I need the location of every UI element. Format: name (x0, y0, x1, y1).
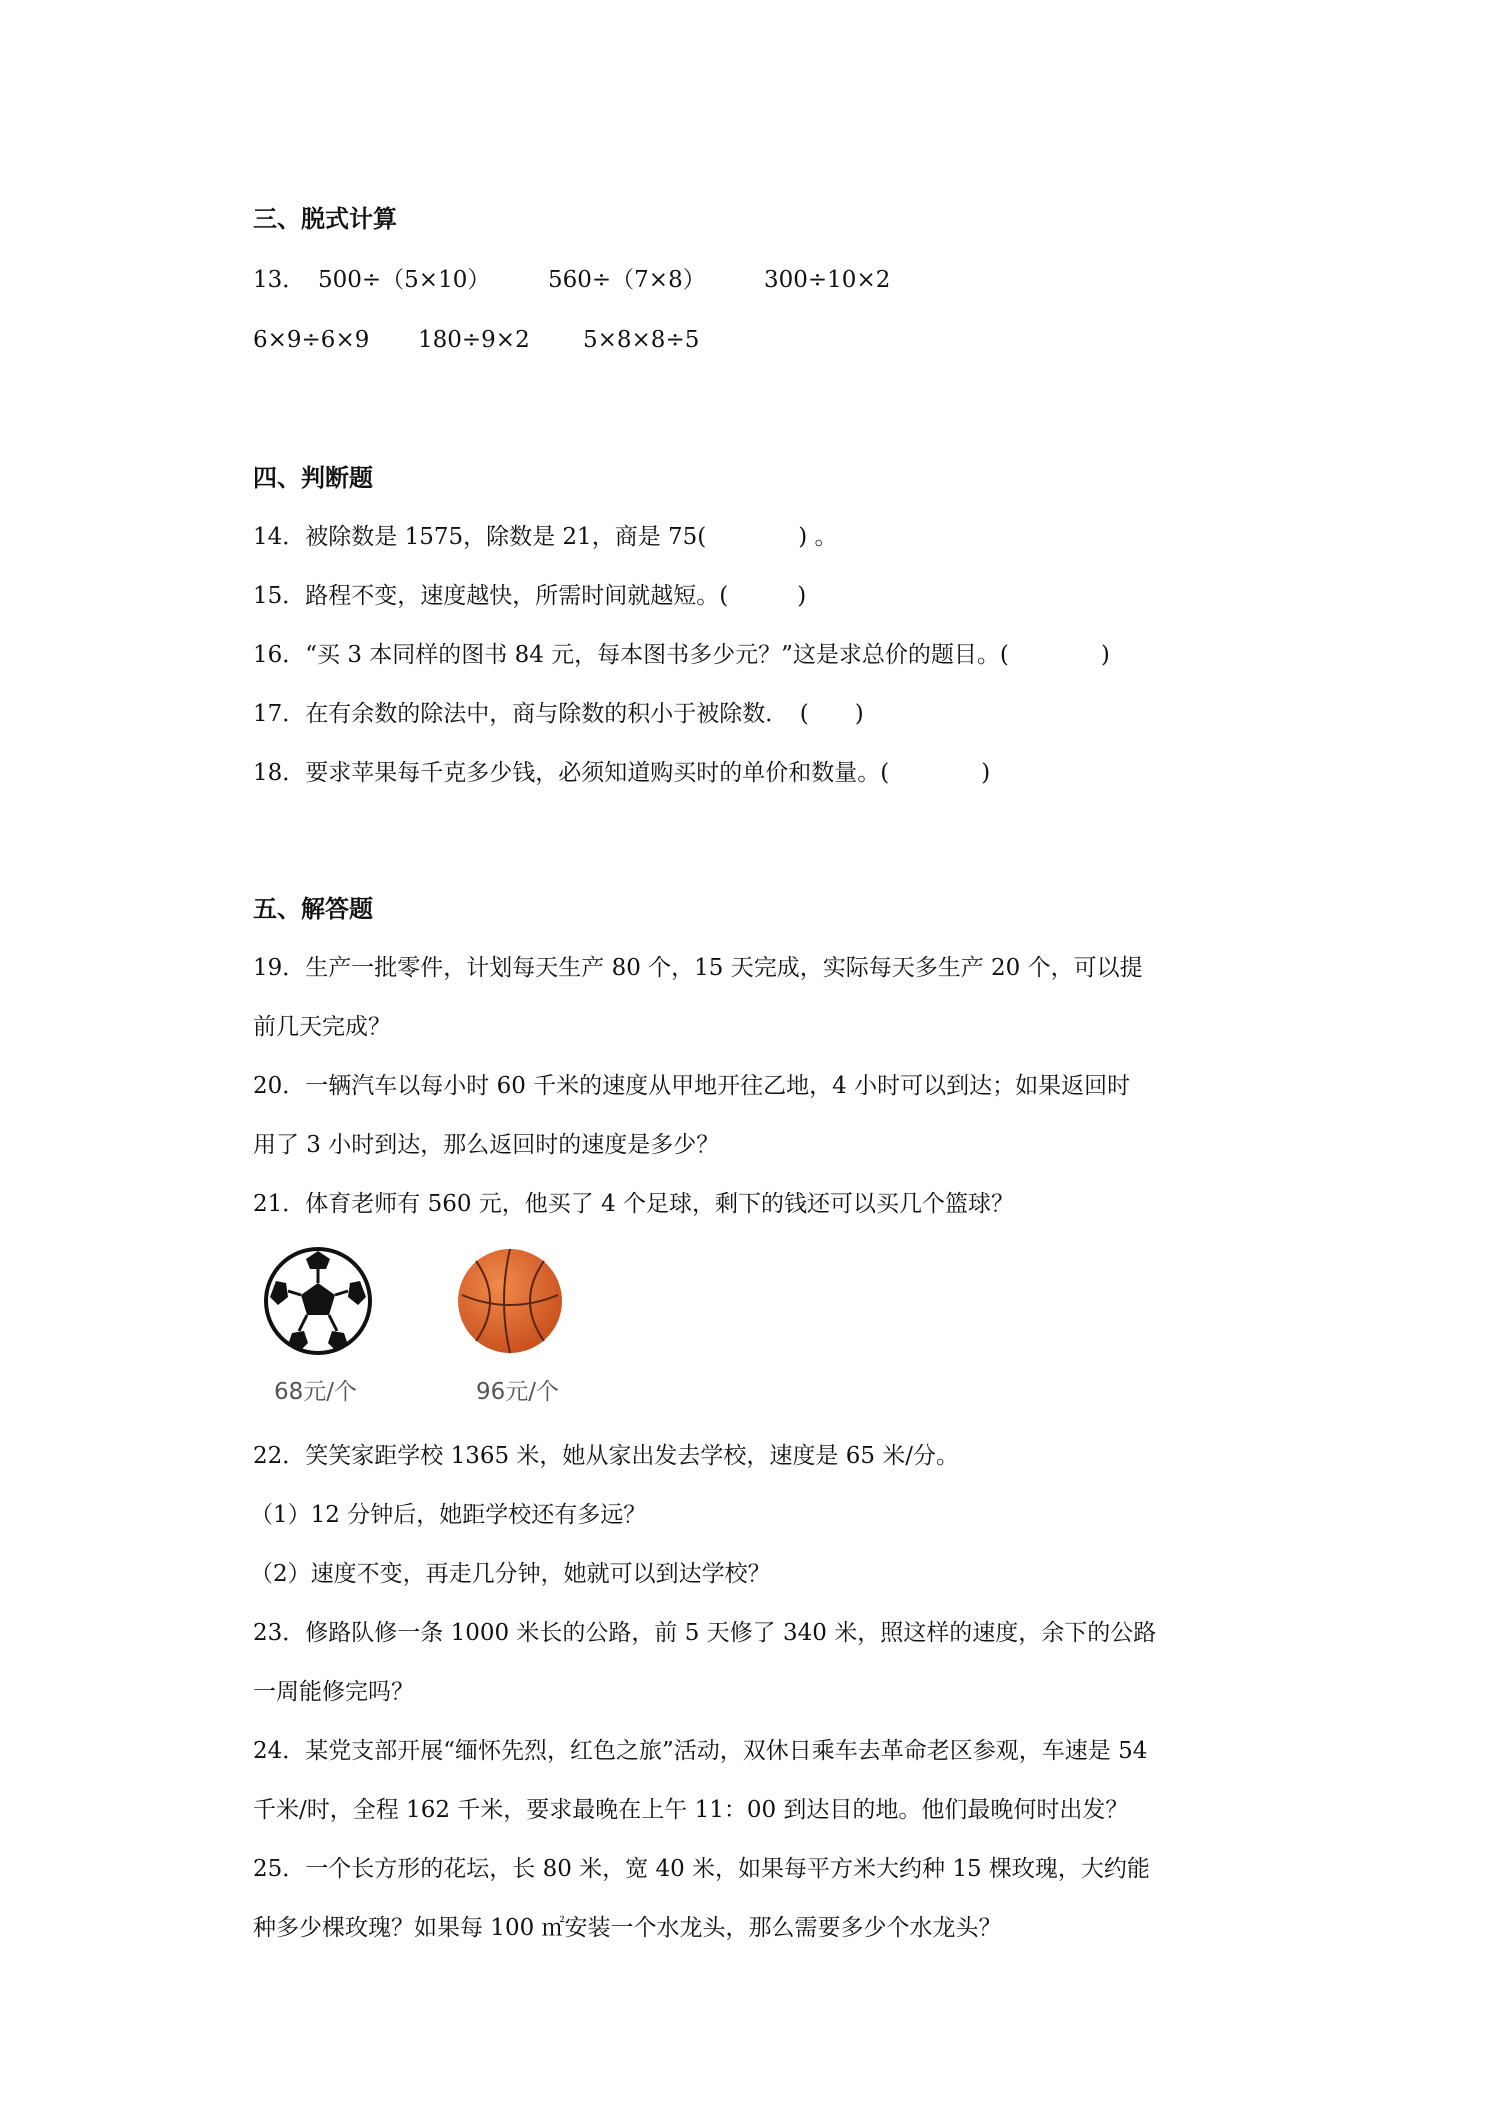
question-line: 一周能修完吗？ (253, 1679, 414, 1705)
calc-item: 180÷9×2 (418, 327, 530, 353)
question-line: （1）12 分钟后，她距学校还有多远？ (250, 1502, 647, 1528)
judgement-item: 17．在有余数的除法中，商与除数的积小于被除数． ( ) (253, 701, 864, 727)
basketball-price-figure (454, 1245, 584, 1405)
calc-item: 560÷（7×8） (548, 267, 706, 293)
section-heading-judgement: 四、判断题 (253, 463, 373, 492)
judgement-item: 18．要求苹果每千克多少钱，必须知道购买时的单价和数量。( ) (253, 760, 991, 786)
question-line: 21．体育老师有 560 元，他买了 4 个足球，剩下的钱还可以买几个篮球？ (253, 1191, 1015, 1217)
basketball-icon (454, 1245, 566, 1357)
question-line: 19．生产一批零件，计划每天生产 80 个，15 天完成，实际每天多生产 20 个，可以提 (253, 955, 1143, 981)
question-line: 24．某党支部开展“缅怀先烈，红色之旅”活动，双休日乘车去革命老区参观，车速是 54 (253, 1738, 1148, 1764)
section-heading-calculation: 三、脱式计算 (253, 204, 397, 233)
question-13-number: 13． (253, 267, 306, 293)
section-heading-word-problems: 五、解答题 (253, 894, 373, 923)
question-line: 23．修路队修一条 1000 米长的公路，前 5 天修了 340 米，照这样的速度，余下的公路 (253, 1620, 1157, 1646)
judgement-item: 15．路程不变，速度越快，所需时间就越短。( ) (253, 583, 807, 609)
basketball-price: 96元/个 (476, 1379, 560, 1405)
question-line: 千米/时，全程 162 千米，要求最晚在上午 11：00 到达目的地。他们最晚何时出发？ (253, 1797, 1129, 1823)
question-line: 20．一辆汽车以每小时 60 千米的速度从甲地开往乙地，4 小时可以到达；如果返回时 (253, 1073, 1131, 1099)
question-line: （2）速度不变，再走几分钟，她就可以到达学校？ (250, 1561, 771, 1587)
question-line: 25．一个长方形的花坛，长 80 米，宽 40 米，如果每平方米大约种 15 棵玫瑰，大约能 (253, 1856, 1150, 1882)
soccer-ball-icon (262, 1245, 374, 1357)
football-price-figure (258, 1245, 388, 1405)
question-line: 种多少棵玫瑰？如果每 100 ㎡安装一个水龙头，那么需要多少个水龙头？ (253, 1915, 1002, 1941)
football-price: 68元/个 (274, 1379, 358, 1405)
calc-item: 500÷（5×10） (318, 267, 491, 293)
question-line: 22．笑笑家距学校 1365 米，她从家出发去学校，速度是 65 米/分。 (253, 1443, 960, 1469)
calc-item: 5×8×8÷5 (583, 327, 700, 353)
calc-item: 6×9÷6×9 (253, 327, 370, 353)
question-line: 用了 3 小时到达，那么返回时的速度是多少？ (253, 1132, 720, 1158)
question-line: 前几天完成？ (253, 1014, 391, 1040)
judgement-item: 14．被除数是 1575，除数是 21，商是 75( ) 。 (253, 524, 838, 550)
calc-item: 300÷10×2 (764, 267, 891, 293)
judgement-item: 16．“买 3 本同样的图书 84 元，每本图书多少元？”这是求总价的题目。( ) (253, 642, 1110, 668)
